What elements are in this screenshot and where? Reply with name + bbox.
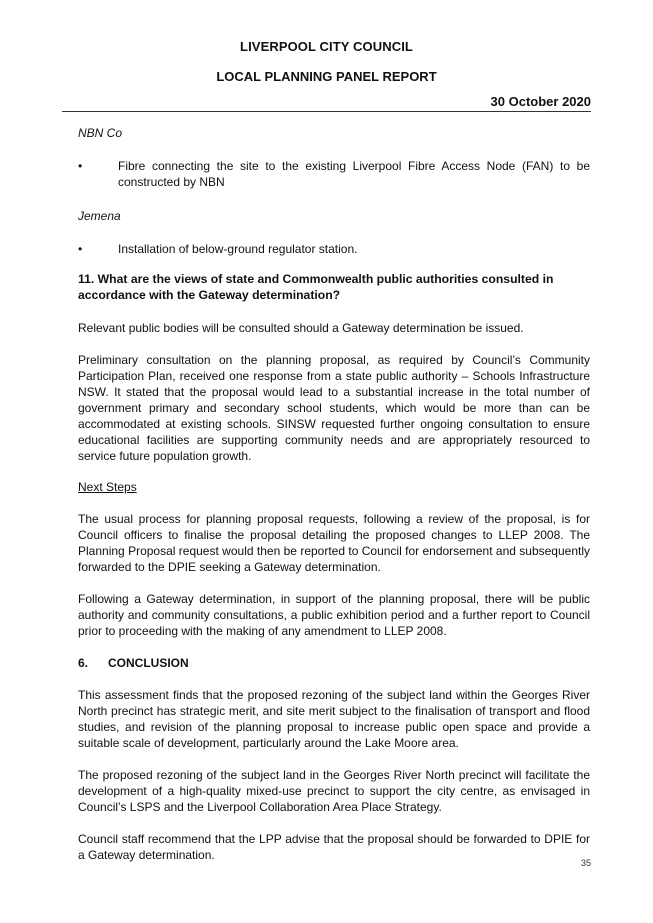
section-11-paragraph-2: Preliminary consultation on the planning proposal, as required by Council’s Community Participation Plan, received one response from a state public authority – Schools Infrastructure NSW. It stated that the proposal would lead to a substantial increase in the total number of government primary and secondary school students, which would be more than can be accommodated at existing schools. SINSW requested further ongoing consultation to ensure educational facilities are supporting community needs and are appropriately resourced to service future population growth. — [78, 353, 590, 463]
jemena-bullet-item — [78, 241, 590, 257]
page-body — [78, 125, 590, 863]
next-steps-paragraph-2: Following a Gateway determination, in support of the planning proposal, there will be public authority and community consultations, a public exhibition period and a further report to Council prior to proceeding with the making of any amendment to LLEP 2008. — [78, 592, 590, 638]
report-date: 30 October 2020 — [490, 94, 591, 109]
next-steps-heading: Next Steps — [78, 480, 137, 494]
council-name: LIVERPOOL CITY COUNCIL — [240, 39, 413, 54]
conclusion-paragraph-3: Council staff recommend that the LPP advise that the proposal should be forwarded to DPIE for a Gateway determination. — [78, 832, 590, 862]
nbn-heading: NBN Co — [78, 126, 123, 140]
jemena-heading: Jemena — [78, 209, 121, 223]
conclusion-paragraph-1: This assessment finds that the proposed rezoning of the subject land within the Georges River North precinct has strategic merit, and site merit subject to the finalisation of transport and flood studies, and revision of the planning proposal to increase public open space and provide a suitable scale of development, particularly around the Lake Moore area. — [78, 688, 590, 750]
next-steps-paragraph-1: The usual process for planning proposal requests, following a review of the proposal, is for Council officers to finalise the proposal detailing the proposed changes to LLEP 2008. The Planning Proposal request would then be reported to Council for endorsement and subsequently forwarded to the DPIE seeking a Gateway determination. — [78, 512, 590, 574]
header-divider — [62, 111, 591, 112]
conclusion-paragraph-2: The proposed rezoning of the subject land in the Georges River North precinct will facilitate the development of a high-quality mixed-use precinct to support the city centre, as envisaged in Council’s LSPS and the Liverpool Collaboration Area Place Strategy. — [78, 768, 590, 814]
page-number: 35 — [580, 858, 591, 868]
conclusion-number: 6. — [78, 656, 89, 670]
nbn-bullet-item — [78, 158, 590, 190]
bullet-icon: • — [78, 159, 83, 173]
conclusion-heading — [78, 655, 590, 671]
report-title: LOCAL PLANNING PANEL REPORT — [216, 69, 437, 84]
nbn-bullet-text: Fibre connecting the site to the existing Liverpool Fibre Access Node (FAN) to be constructed by NBN — [118, 159, 590, 189]
section-11-heading: 11. What are the views of state and Commonwealth public authorities consulted in accordance with the Gateway determination? — [78, 272, 554, 302]
bullet-icon: • — [78, 242, 83, 256]
jemena-bullet-text: Installation of below-ground regulator station. — [118, 242, 358, 256]
conclusion-title: CONCLUSION — [108, 656, 189, 670]
section-11-paragraph-1: Relevant public bodies will be consulted should a Gateway determination be issued. — [78, 321, 524, 335]
